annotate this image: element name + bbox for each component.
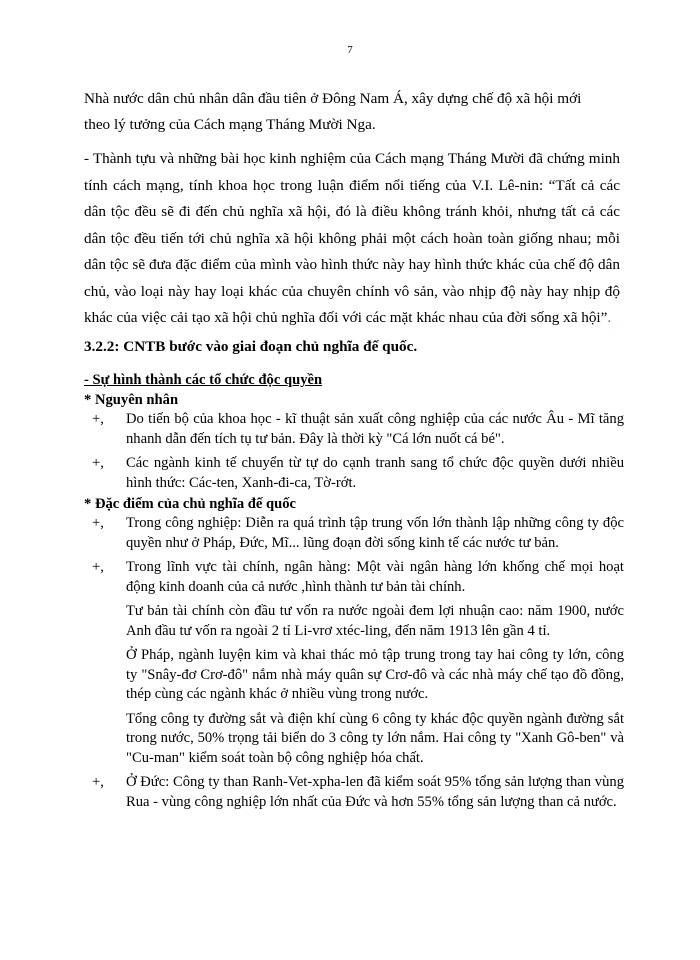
feature-text: Ở Pháp, ngành luyện kim và khai thác mỏ tập trung trong tay hai công ty lớn, công ty "Snây-đơ Crơ-đô" nắm nhà máy quân sự Crơ-đô và các nhà máy chế tạo đồ đồng, thép cùng các ngành khác ở nhiều vùng trong nước. [126, 647, 624, 702]
list-item [84, 710, 624, 769]
list-item [84, 646, 624, 705]
section-content [84, 370, 624, 817]
bullet-mark: +, [92, 411, 104, 427]
features-title: * Đặc điểm của chủ nghĩa đế quốc [84, 496, 297, 512]
cause-text: Các ngành kinh tế chuyển từ tự do cạnh tranh sang tổ chức độc quyền dưới nhiều hình thức: Các-ten, Xanh-đi-ca, Tờ-rớt. [126, 455, 624, 491]
feature-text: Trong lĩnh vực tài chính, ngân hàng: Một vài ngân hàng lớn khống chế mọi hoạt động kinh doanh của cả nước ,hình thành tư bản tài chính. [126, 559, 624, 595]
causes-title: * Nguyên nhân [84, 392, 179, 408]
quote-text: - Thành tựu và những bài học kinh nghiệm của Cách mạng Tháng Mười đã chứng minh tính cách mạng, tính khoa học trong luận điểm nổi tiếng của V.I. Lê-nin: “Tất cả các dân tộc đều sẽ đi đến chủ nghĩa xã hội, đó là điều không tránh khỏi, nhưng tất cả các dân tộc đều tiến tới chủ nghĩa xã hội không phải một cách hoàn toàn giống nhau; mỗi dân tộc sẽ đưa đặc điểm của mình vào hình thức này hay hình thức khác của chế độ dân chủ, vào loại này hay loại khác của chuyên chính vô sản, vào nhịp độ này hay nhịp độ khác của việc cải tạo xã hội chủ nghĩa đối với các mặt khác nhau của đời sống xã hội” [84, 150, 620, 326]
bullet-mark: +, [92, 559, 104, 575]
feature-text: Trong công nghiệp: Diễn ra quá trình tập trung vốn lớn thành lập những công ty độc quyền như ở Pháp, Đức, Mĩ... lũng đoạn đời sống kinh tế các nước tư bản. [126, 515, 624, 551]
list-item [84, 514, 624, 553]
bullet-mark: +, [92, 515, 104, 531]
bullet-mark: +, [92, 455, 104, 471]
intro-line: theo lý tưởng của Cách mạng Tháng Mười Nga. [84, 116, 376, 133]
lenin-quote-paragraph [84, 146, 620, 332]
section-heading: 3.2.2: CNTB bước vào giai đoạn chủ nghĩa đế quốc. [84, 338, 418, 355]
formation-title: - Sự hình thành các tổ chức độc quyền [84, 372, 323, 388]
feature-text: Ở Đức: Công ty than Ranh-Vet-xpha-len đã kiểm soát 95% tổng sản lượng than vùng Rua - vùng công nghiệp lớn nhất của Đức và hơn 55% tổng sản lượng than cả nước. [126, 774, 624, 810]
cause-text: Do tiến bộ của khoa học - kĩ thuật sản xuất công nghiệp của các nước Âu - Mĩ tăng nhanh dẫn đến tích tụ tư bản. Đây là thời kỳ "Cá lớn nuốt cá bé". [126, 411, 624, 447]
quote-end-mark: . [607, 309, 612, 326]
list-item [84, 558, 624, 597]
intro-paragraph [84, 86, 620, 138]
list-item [84, 602, 624, 641]
bullet-mark: +, [92, 774, 104, 790]
list-item [84, 410, 624, 449]
intro-line: Nhà nước dân chủ nhân dân đầu tiên ở Đông Nam Á, xây dựng chế độ xã hội mới [84, 90, 582, 107]
feature-text: Tổng công ty đường sắt và điện khí cùng 6 công ty khác độc quyền ngành đường sắt trong nước, 50% trọng tải biển do 3 công ty lớn nắm. Hai công ty "Xanh Gô-ben" và "Cu-man" kiểm soát toàn bộ công nghiệp hóa chất. [126, 710, 624, 766]
page-number: 7 [347, 44, 353, 56]
list-item [84, 454, 624, 493]
list-item [84, 773, 624, 812]
feature-text: Tư bản tài chính còn đầu tư vốn ra nước ngoài đem lợi nhuận cao: năm 1900, nước Anh đầu tư vốn ra ngoài 2 tỉ Li-vrơ xtéc-ling, đến năm 1913 lên gần 4 tỉ. [126, 603, 624, 639]
